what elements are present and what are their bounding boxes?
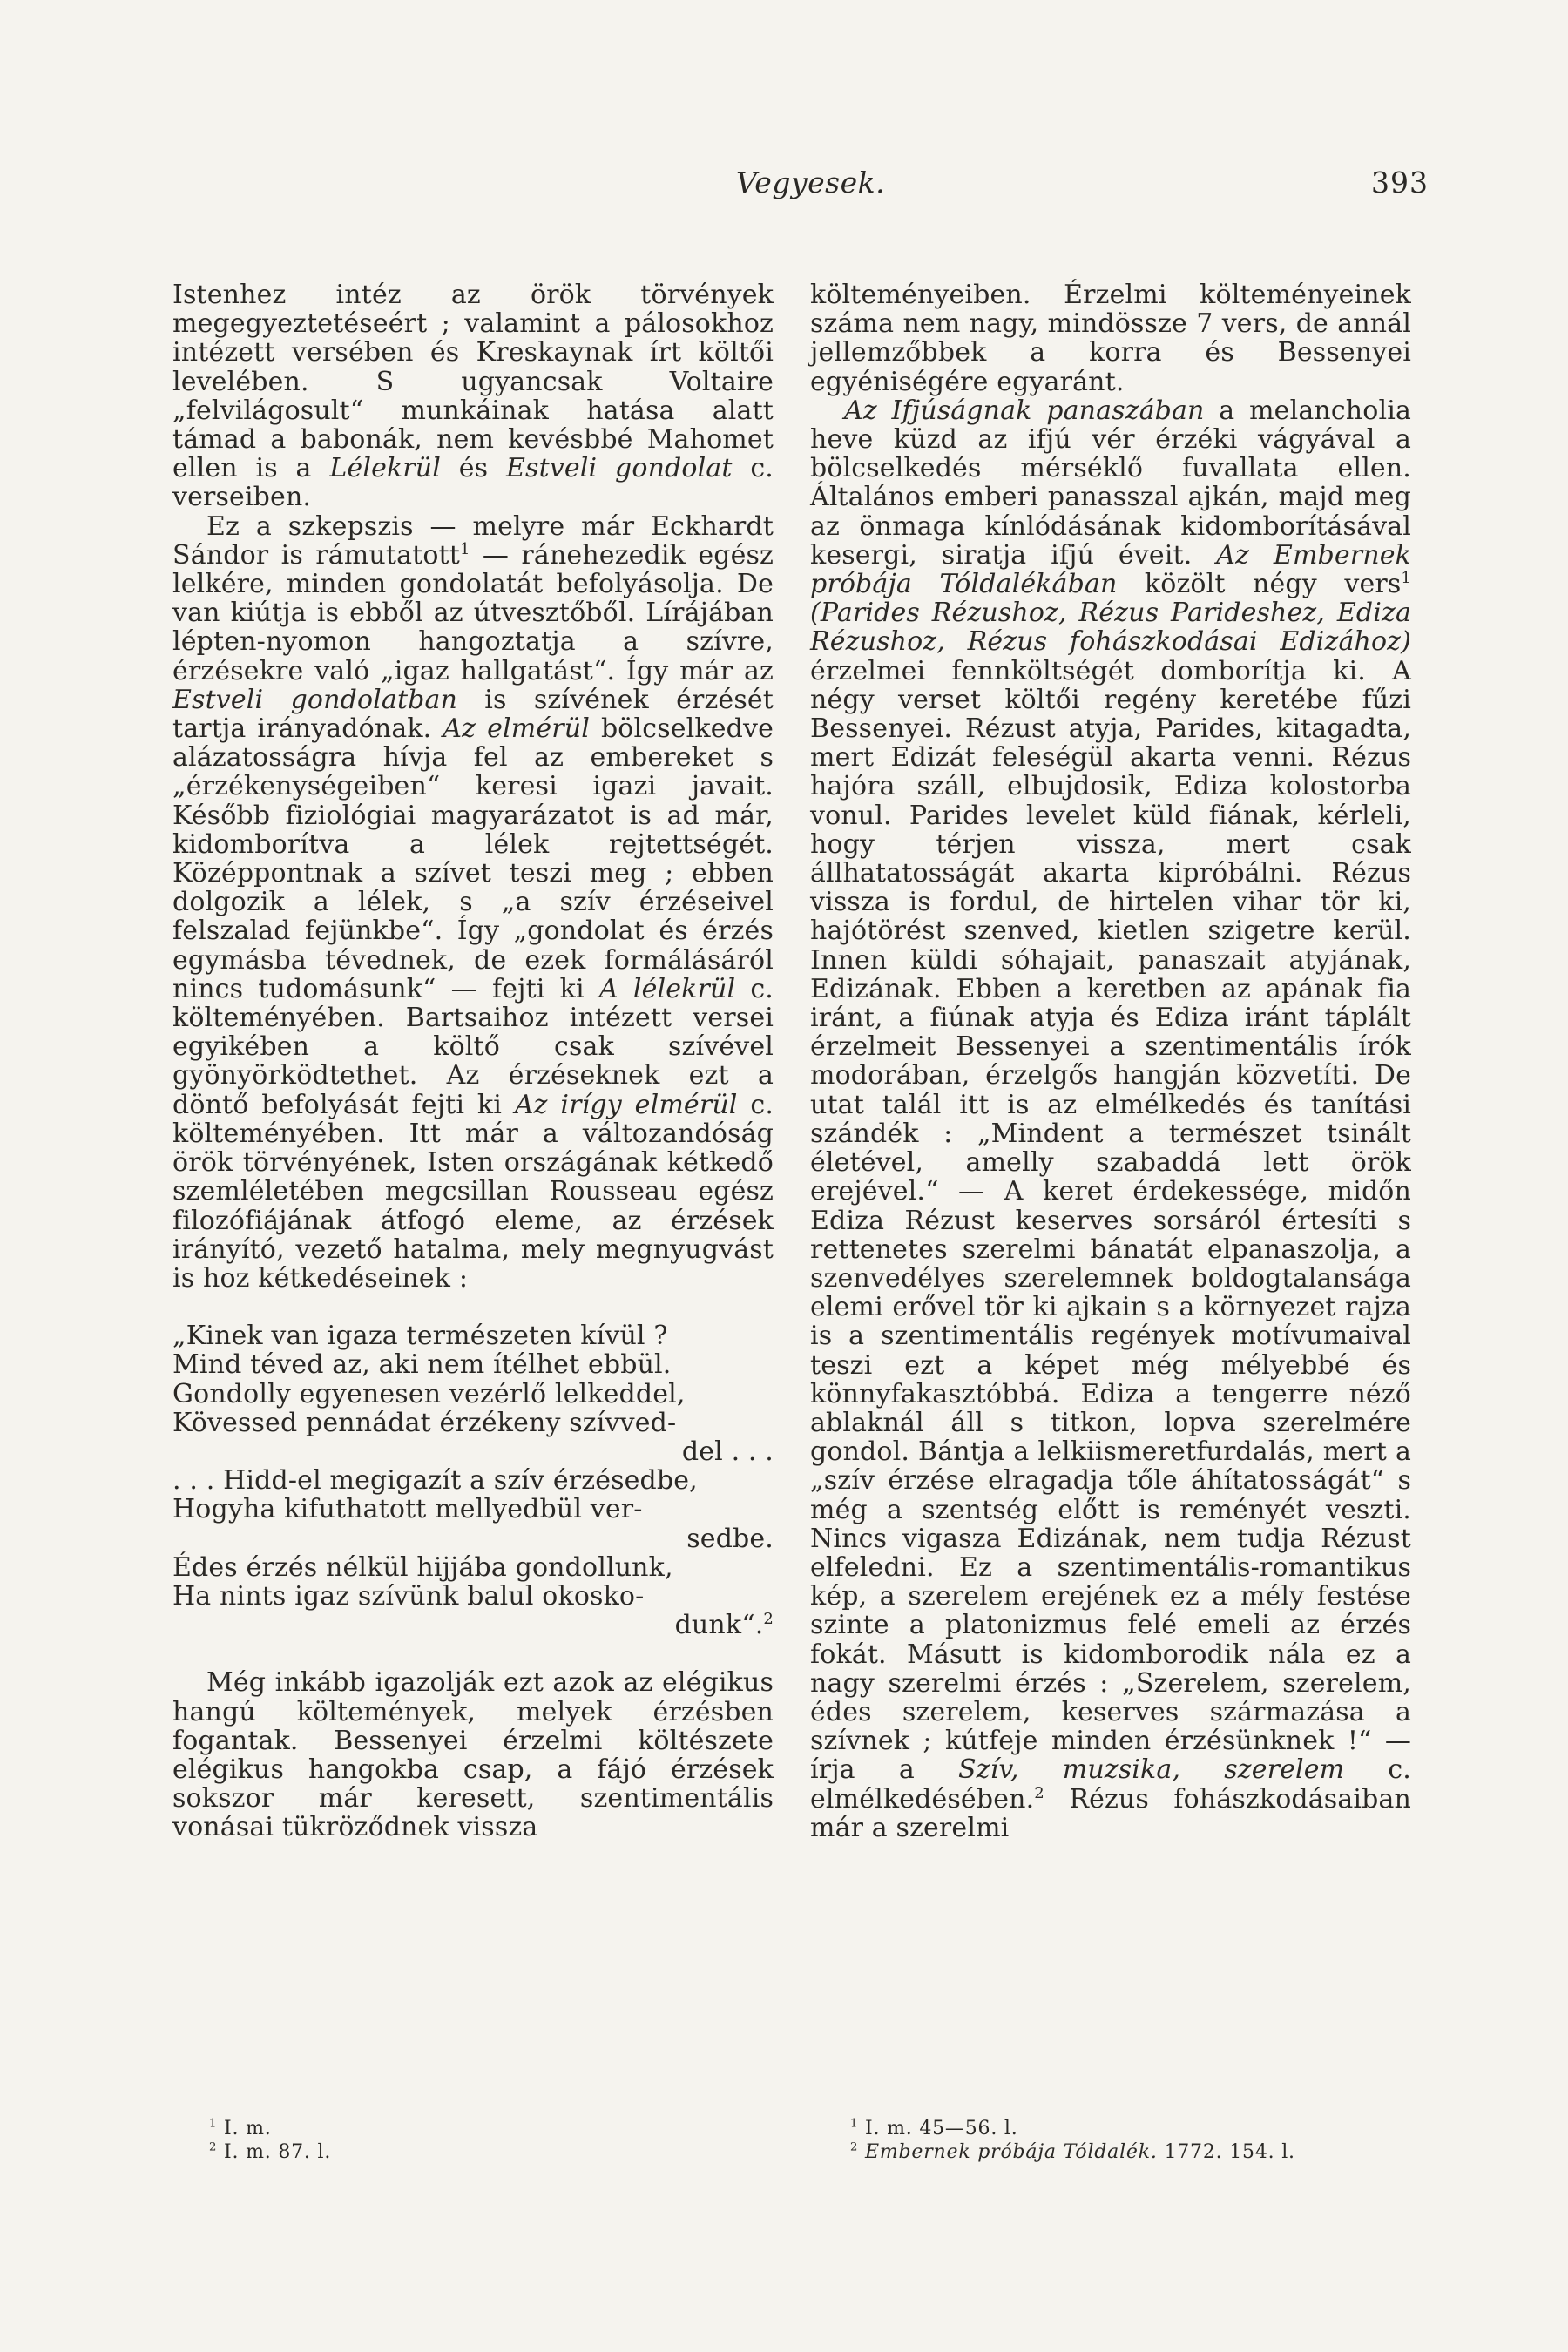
running-title: Vegyesek.: [736, 166, 886, 199]
poem-line: sedbe.: [686, 1523, 774, 1554]
paragraph: költeményeiben. Érzelmi költeményeinek száma nem nagy, mindössze 7 vers, de annál jellemzőbbek a korra és Bessenyei egyéniségére egyaránt.: [810, 280, 1411, 397]
poem-line: Ha nints igaz szívünk balul okosko-: [172, 1580, 645, 1612]
poem-line: Gondolly egyenesen vezérlő lelkeddel,: [172, 1378, 686, 1409]
footnote-ref: 2: [763, 1610, 774, 1629]
footnote-ref: 1: [459, 539, 470, 558]
quoted-poem: [172, 1321, 774, 1639]
footnote: $^1$ I. m.: [209, 2117, 272, 2139]
footnote: $^1$ I. m. 45—56. l.: [850, 2117, 1018, 2139]
poem-line: . . . Hidd-el megigazít a szív érzésedbe,: [172, 1465, 698, 1497]
running-head: [0, 166, 1568, 200]
paragraph: Az Ifjúságnak panaszában a melancholia heve küzd az ifjú vér érzéki vágyával a bölcselkedés mérséklő fuvallata ellen. Általános emberi panasszal ajkán, majd meg az önmaga kínlódásának kidomborításával kesergi, siratja ifjú éveit. Az Embernek próbája Tóldalékában közölt négy vers$^1$ (Parides Rézushoz, Rézus Parideshez, Ediza Rézushoz, Rézus fohászkodásai Edizához) érzelmei fennköltségét domborítja ki. A négy verset költői regény keretébe fűzi Bessenyei. Rézust atyja, Parides, kitagadta, mert Edizát feleségül akarta venni. Rézus hajóra száll, elbujdosik, Ediza kolostorba vonul. Parides levelet küld fiának, kérleli, hogy térjen vissza, mert csak állhatatosságát akarta kipróbálni. Rézus vissza is fordul, de hirtelen vihar tör ki, hajótörést szenved, kietlen szigetre kerül. Innen küldi sóhajait, panaszait atyjának, Edizának. Ebben a keretben az apának fia iránt, a fiúnak atyja és Ediza iránt táplált érzelmeit Bessenyei a szentimentális írók modorában, érzelgős hangján közvetíti. De utat talál itt is az elmélkedés és tanítási szándék : „Mindent a természet tsinált életével, amelly szabaddá lett örök erejével.“ — A keret érdekessége, midőn Ediza Rézust keserves sorsáról értesíti s rettenetes szerelmi bánatát elpanaszolja, a szenvedélyes szerelemnek boldogtalansága elemi erővel tör ki ajkain s a környezet rajza is a szentimentális regények motívumaival teszi ezt a képet még mélyebbé és könnyfakasztóbbá. Ediza a tengerre néző ablaknál áll s titkon, lopva szerelmére gondol. Bántja a lelkiismeretfurdalás, mert a „szív érzése elragadja tőle áhítatosságát“ s még a szentség előtt is reményét veszti. Nincs vigasza Edizának, nem tudja Rézust elfeledni. Ez a szentimentális-romantikus kép, a szerelem erejének ez a mély festése szinte a platonizmus felé emeli az érzés fokát. Másutt is kidomborodik nála ez a nagy szerelmi érzés : „Szerelem, szerelem, édes szerelem, keserves származása a szívnek ; kútfeje minden érzésünknek !“ — írja a Szív, muzsika, szerelem c. elmélkedésében.$^2$ Rézus fohászkodásaiban már a szerelmi: [810, 395, 1412, 1843]
poem-line: Mind téved az, aki nem ítélhet ebbül.: [172, 1349, 672, 1381]
paragraph: Még inkább igazolják ezt azok az elégikus hangú költemények, melyek érzésben fogantak. Bessenyei érzelmi költészete elégikus hangokba csap, a fájó érzések sokszor már keresett, szentimentális vonásai tükröződnek vissza: [172, 1667, 774, 1843]
footnotes-left: [209, 2117, 331, 2164]
footnote: $^2$ Embernek próbája Tóldalék. 1772. 154. l.: [850, 2140, 1295, 2163]
poem-line: Kövessed pennádat érzékeny szívved-: [172, 1407, 677, 1438]
footnote-ref: 2: [1034, 1783, 1044, 1802]
poem-line: Hogyha kifuthatott mellyedbül ver-: [172, 1494, 643, 1525]
paragraph: Ez a szkepszis — melyre már Eckhardt Sándor is rámutatott$^1$ — ránehezedik egész lelkére, minden gondolatát befolyásolja. De van kiútja is ebből az útvesztőből. Lírájában lépten-nyomon hangoztatja a szívre, érzésekre való „igaz hallgatást“. Így már az Estveli gondolatban is szívének érzését tartja irányadónak. Az elmérül bölcselkedve alázatosságra hívja fel az embereket s „érzékenységeiben“ keresi igazi javait. Később fiziológiai magyarázatot is ad már, kidomborítva a lélek rejtettségét. Középpontnak a szívet teszi meg ; ebben dolgozik a lélek, s „a szív érzéseivel felszalad fejünkbe“. Így „gondolat és érzés egymásba tévednek, de ezek formálásáról nincs tudomásunk“ — fejti ki A lélekrül c. költeményében. Bartsaihoz intézett versei egyikében a költő csak szívével gyönyörködtethet. Az érzéseknek ezt a döntő befolyását fejti ki Az irígy elmérül c. költeményében. Itt már a változandóság örök törvényének, Isten országának kétkedő szemléletében megcsillan Rousseau egész filozófiájának átfogó eleme, az érzések irányító, vezető hatalma, mely megnyugvást is hoz kétkedéseinek :: [172, 510, 774, 1294]
poem-line: del . . .: [681, 1436, 774, 1467]
poem-line-last: dunk“.$^2$: [674, 1610, 774, 1641]
footnotes-right: [850, 2117, 1295, 2164]
page-number: 393: [1371, 166, 1429, 199]
footnote: $^2$ I. m. 87. l.: [209, 2140, 332, 2163]
poem-line: „Kinek van igaza természeten kívül ?: [172, 1321, 668, 1352]
left-column: [172, 280, 774, 1842]
paragraph: Istenhez intéz az örök törvények megegyeztetéseért ; valamint a pálosokhoz intézett versében és Kreskaynak írt költői levelében. S ugyancsak Voltaire „felvilágosult“ munkáinak hatása alatt támad a babonák, nem kevésbbé Mahomet ellen is a Lélekrül és Estveli gondolat c. verseiben.: [172, 280, 774, 513]
right-column: [810, 280, 1411, 1842]
poem-line: Édes érzés nélkül hijjába gondollunk,: [172, 1551, 673, 1583]
footnote-ref: 1: [1401, 569, 1411, 588]
